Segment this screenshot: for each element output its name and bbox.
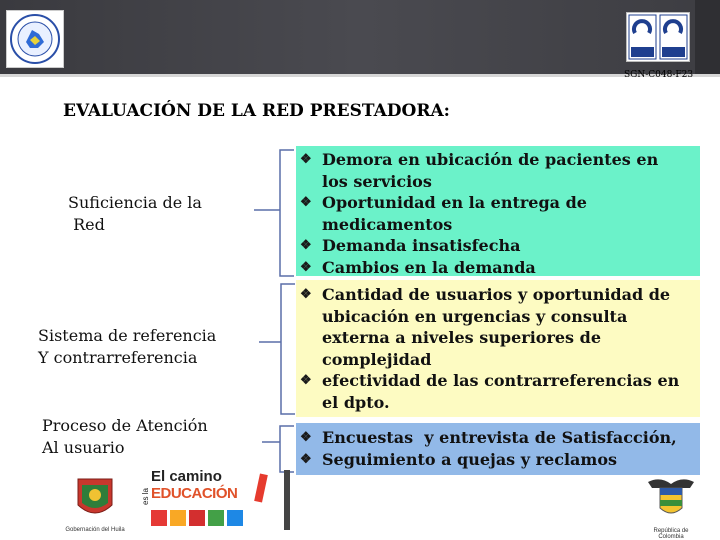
list-item	[296, 235, 700, 257]
header-right-edge	[695, 0, 720, 74]
item-text: efectividad de las contrarreferencias en	[322, 371, 680, 390]
list-item	[296, 192, 700, 235]
list-item	[296, 257, 700, 279]
label-line: Suficiencia de la	[68, 193, 202, 212]
item-text: externa a niveles superiores de	[322, 328, 601, 347]
item-text: Cantidad de usuarios y oportunidad de	[322, 285, 671, 304]
program-icons	[151, 510, 243, 526]
item-text: Demanda insatisfecha	[322, 236, 521, 255]
edu-side: es la	[140, 488, 150, 505]
diamond-bullet-icon: ❖	[300, 287, 312, 302]
diamond-bullet-icon: ❖	[300, 152, 312, 167]
label-atencion-usuario	[42, 415, 208, 459]
item-text: los servicios	[322, 171, 432, 191]
list-item	[296, 370, 700, 413]
header-divider	[0, 74, 720, 77]
header-bar	[0, 0, 720, 74]
item-text: ubicación en urgencias y consulta	[322, 306, 628, 326]
item-text: Encuestas y entrevista de Satisfacción,	[322, 428, 677, 447]
program-icon-green	[208, 510, 224, 526]
label-line: Y contrarreferencia	[38, 348, 198, 367]
colombia-coat-of-arms	[640, 474, 702, 540]
item-text: Demora en ubicación de pacientes en	[322, 150, 659, 169]
bracket-referencia	[255, 282, 297, 416]
label-sistema-referencia	[38, 325, 216, 369]
item-text: medicamentos	[322, 214, 453, 234]
item-text: Oportunidad en la entrega de	[322, 193, 587, 212]
bracket-suficiencia	[250, 148, 296, 278]
colombia-caption: República de Colombia	[653, 528, 689, 540]
program-icon-yellow	[170, 510, 186, 526]
box-referencia	[296, 280, 700, 417]
educacion-logo	[140, 468, 270, 532]
huila-caption: Gobernación del Huila	[65, 527, 125, 533]
item-text: Cambios en la demanda	[322, 257, 536, 277]
item-text: el dpto.	[322, 392, 390, 412]
program-icon-blue	[227, 510, 243, 526]
edu-line1: El camino	[151, 468, 222, 485]
list-item	[296, 149, 700, 192]
institution-logo	[6, 10, 64, 68]
diamond-bullet-icon: ❖	[300, 451, 312, 467]
label-line: Sistema de referencia	[38, 326, 217, 345]
label-line: Proceso de Atención	[42, 416, 208, 435]
footer-divider	[284, 470, 290, 530]
certification-logo	[626, 12, 690, 62]
diamond-bullet-icon: ❖	[300, 430, 312, 445]
list-item	[296, 449, 700, 471]
bracket-atencion	[258, 424, 296, 474]
program-icon-red	[151, 510, 167, 526]
page-title: EVALUACIÓN DE LA RED PRESTADORA:	[63, 101, 450, 121]
box-atencion	[296, 423, 700, 475]
pencil-icon	[254, 473, 268, 502]
diamond-bullet-icon: ❖	[300, 238, 312, 253]
diamond-bullet-icon: ❖	[300, 373, 312, 388]
huila-logo	[64, 475, 126, 535]
item-text: Seguimiento a quejas y reclamos	[322, 449, 618, 469]
document-code: SGN-C048-F23	[624, 70, 694, 80]
box-suficiencia	[296, 146, 700, 276]
diamond-bullet-icon: ❖	[300, 259, 312, 275]
edu-line2: EDUCACIÓN	[151, 485, 238, 502]
label-line: Al usuario	[42, 438, 125, 457]
item-text: complejidad	[322, 349, 432, 369]
label-suficiencia	[68, 192, 202, 236]
list-item	[296, 427, 700, 449]
list-item	[296, 284, 700, 370]
label-line: Red	[68, 215, 105, 234]
program-icon-red2	[189, 510, 205, 526]
diamond-bullet-icon: ❖	[300, 195, 312, 210]
